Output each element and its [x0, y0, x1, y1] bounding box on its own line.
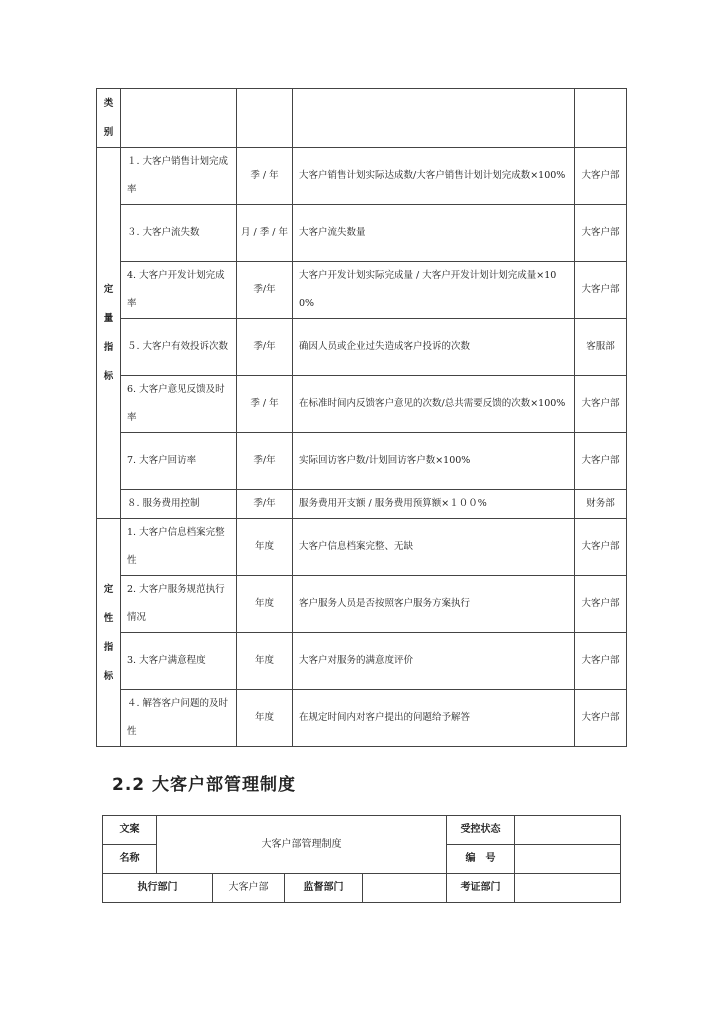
number-label: 编 号	[447, 845, 515, 874]
kpi-name: 3. 大客户满意程度	[121, 633, 237, 690]
exec-dept-value: 大客户部	[213, 874, 285, 903]
kpi-period: 年度	[237, 690, 293, 747]
kpi-formula: 实际回访客户数/计划回访客户数×100%	[293, 433, 575, 490]
kpi-name: ８. 服务费用控制	[121, 490, 237, 519]
kpi-dept: 财务部	[575, 490, 627, 519]
table-row	[97, 376, 627, 433]
kpi-period: 季/年	[237, 262, 293, 319]
table-row	[97, 319, 627, 376]
kpi-formula: 在标准时间内反馈客户意见的次数/总共需要反馈的次数×100%	[293, 376, 575, 433]
kpi-name: ５. 大客户有效投诉次数	[121, 319, 237, 376]
header-formula	[293, 89, 575, 148]
doc-title: 大客户部管理制度	[157, 816, 447, 874]
mingcheng-label: 名称	[103, 845, 157, 874]
kpi-period: 年度	[237, 519, 293, 576]
header-category: 类别	[97, 89, 121, 148]
kpi-formula: 大客户销售计划实际达成数/大客户销售计划计划完成数×100%	[293, 148, 575, 205]
kpi-period: 年度	[237, 576, 293, 633]
kpi-formula: 确因人员或企业过失造成客户投诉的次数	[293, 319, 575, 376]
table-row	[97, 490, 627, 519]
kpi-period: 季 / 年	[237, 376, 293, 433]
table-row	[97, 690, 627, 747]
kpi-name: ３. 大客户流失数	[121, 205, 237, 262]
supervise-dept-label: 监督部门	[285, 874, 363, 903]
table-row	[97, 205, 627, 262]
table-row	[97, 519, 627, 576]
kpi-name: １. 大客户销售计划完成率	[121, 148, 237, 205]
kpi-formula: 大客户信息档案完整、无缺	[293, 519, 575, 576]
section-heading: 2.2 大客户部管理制度	[112, 775, 297, 795]
category-quantitative: 定量指标	[97, 148, 121, 519]
kpi-dept: 大客户部	[575, 519, 627, 576]
kpi-formula: 大客户对服务的满意度评价	[293, 633, 575, 690]
kpi-name: 6. 大客户意见反馈及时率	[121, 376, 237, 433]
exec-dept-label: 执行部门	[103, 874, 213, 903]
kpi-dept: 客服部	[575, 319, 627, 376]
category-qualitative: 定性指标	[97, 519, 121, 747]
kpi-period: 季/年	[237, 490, 293, 519]
kpi-name: ４. 解答客户问题的及时性	[121, 690, 237, 747]
kpi-dept: 大客户部	[575, 690, 627, 747]
table-row	[97, 148, 627, 205]
header-name	[121, 89, 237, 148]
kpi-period: 季 / 年	[237, 148, 293, 205]
supervise-dept-value	[363, 874, 447, 903]
doc-row	[103, 816, 621, 845]
kpi-dept: 大客户部	[575, 376, 627, 433]
kpi-formula: 大客户流失数量	[293, 205, 575, 262]
kpi-period: 月 / 季 / 年	[237, 205, 293, 262]
kpi-formula: 在规定时间内对客户提出的问题给予解答	[293, 690, 575, 747]
header-period	[237, 89, 293, 148]
wenan-label: 文案	[103, 816, 157, 845]
status-value	[515, 816, 621, 845]
table-row	[97, 633, 627, 690]
kpi-dept: 大客户部	[575, 262, 627, 319]
kpi-dept: 大客户部	[575, 633, 627, 690]
table-row	[97, 576, 627, 633]
verify-dept-value	[515, 874, 621, 903]
status-label: 受控状态	[447, 816, 515, 845]
number-value	[515, 845, 621, 874]
table-row	[97, 262, 627, 319]
doc-control-table	[102, 815, 621, 903]
kpi-formula: 大客户开发计划实际完成量 / 大客户开发计划计划完成量×100%	[293, 262, 575, 319]
header-dept	[575, 89, 627, 148]
kpi-name: 4. 大客户开发计划完成率	[121, 262, 237, 319]
header-row	[97, 89, 627, 148]
kpi-name: 1. 大客户信息档案完整性	[121, 519, 237, 576]
kpi-period: 年度	[237, 633, 293, 690]
kpi-name: 7. 大客户回访率	[121, 433, 237, 490]
doc-row	[103, 874, 621, 903]
table-row	[97, 433, 627, 490]
kpi-table	[96, 88, 627, 747]
kpi-formula: 客户服务人员是否按照客户服务方案执行	[293, 576, 575, 633]
kpi-dept: 大客户部	[575, 148, 627, 205]
kpi-period: 季/年	[237, 433, 293, 490]
kpi-period: 季/年	[237, 319, 293, 376]
kpi-dept: 大客户部	[575, 205, 627, 262]
kpi-dept: 大客户部	[575, 576, 627, 633]
kpi-name: 2. 大客户服务规范执行情况	[121, 576, 237, 633]
kpi-formula: 服务费用开支额 / 服务费用预算额×１００%	[293, 490, 575, 519]
verify-dept-label: 考证部门	[447, 874, 515, 903]
kpi-dept: 大客户部	[575, 433, 627, 490]
